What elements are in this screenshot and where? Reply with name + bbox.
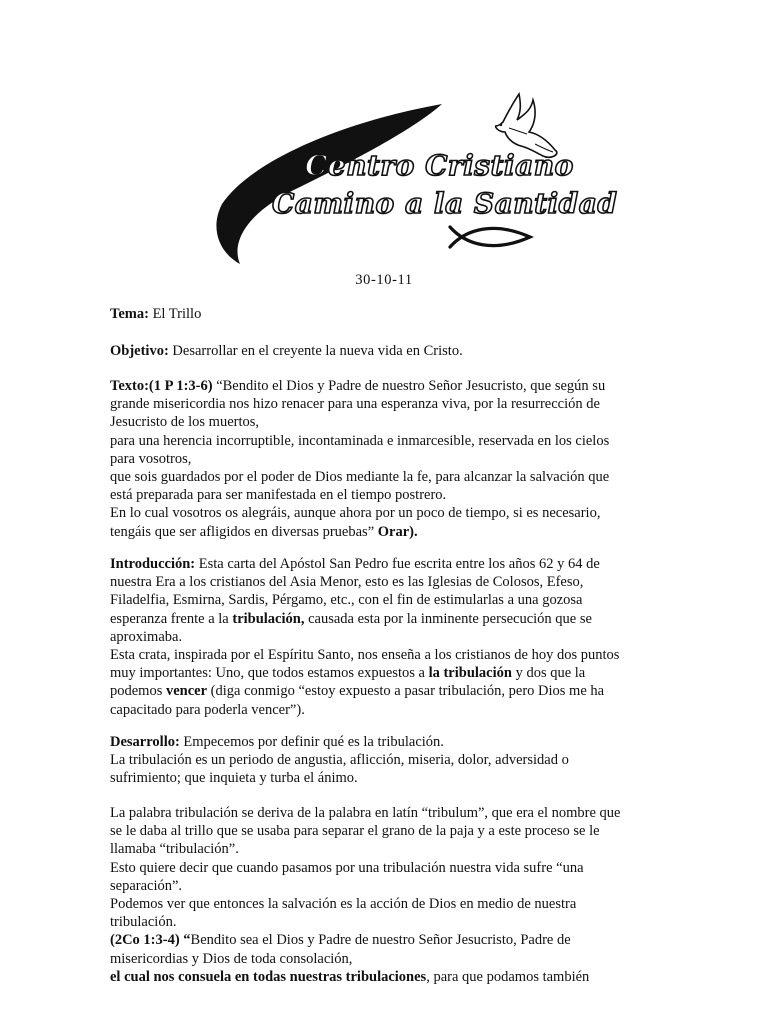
texto-line: grande misericordia nos hizo renacer para una esperanza viva, por la resurrección de — [110, 396, 600, 413]
logo-title-line-2: Camino a la Santidad — [272, 187, 618, 220]
palabra-bold: el cual nos consuela en todas nuestras tribulaciones — [110, 968, 427, 985]
objetivo-value: Desarrollar en el creyente la nueva vida en Cristo. — [168, 343, 463, 359]
objetivo-label: Objetivo: — [110, 343, 169, 359]
document-date: 30-10-11 — [355, 272, 413, 288]
palabra-line: separación”. — [110, 877, 183, 894]
intro-line: muy importantes: Uno, que todos estamos expuestos a — [110, 665, 429, 682]
palabra-line: Bendito sea el Dios y Padre de nuestro Señor Jesucristo, Padre de — [190, 932, 571, 949]
texto-line: para una herencia incorruptible, incontaminada e inmarcesible, reservada en los cielos — [110, 432, 610, 449]
intro-line: podemos — [110, 683, 166, 700]
intro-line: aproximaba. — [110, 628, 183, 645]
texto-line: En lo cual vosotros os alegráis, aunque ahora por un poco de tiempo, si es necesario, — [110, 505, 601, 522]
texto-line: “Bendito el Dios y Padre de nuestro Señor Jesucristo, que según su — [212, 378, 606, 394]
desarrollo-label: Desarrollo: — [110, 734, 180, 750]
tribulacion-paragraph — [110, 804, 650, 986]
tema-value: El Trillo — [148, 306, 202, 322]
texto-line: para vosotros, — [110, 450, 192, 467]
intro-line: esperanza frente a la — [110, 610, 233, 627]
intro-line: y dos que la — [511, 665, 586, 682]
texto-paragraph — [110, 377, 650, 541]
introduccion-paragraph — [110, 555, 650, 719]
texto-line: tengáis que ser afligidos en diversas pruebas” — [110, 523, 375, 540]
desarrollo-paragraph — [110, 733, 650, 788]
scripture-reference: (2Co 1:3-4) “ — [110, 932, 191, 949]
palabra-line: tribulación. — [110, 914, 177, 931]
palabra-line: se le daba al trillo que se usaba para separar el grano de la paja y a este proceso se le — [110, 823, 600, 840]
palabra-line: , para que podamos también — [426, 968, 590, 985]
tema-paragraph — [110, 305, 650, 323]
introduccion-label: Introducción: — [110, 556, 196, 572]
tema-label: Tema: — [110, 306, 149, 322]
texto-label: Texto:(1 P 1:3-6) — [110, 378, 213, 394]
texto-line: está preparada para ser manifestada en el tiempo postrero. — [110, 487, 447, 504]
intro-bold: tribulación, — [232, 610, 305, 627]
palabra-line: misericordias y Dios de toda consolación, — [110, 950, 353, 967]
intro-line: (diga conmigo “estoy expuesto a pasar tribulación, pero Dios me ha — [207, 683, 605, 700]
desarrollo-line: La tribulación es un periodo de angustia, aflicción, miseria, dolor, adversidad o — [110, 752, 569, 769]
intro-line: capacitado para poderla vencer”). — [110, 701, 305, 718]
intro-line: Esta carta del Apóstol San Pedro fue escrita entre los años 62 y 64 de — [195, 556, 600, 572]
intro-bold: la tribulación — [428, 665, 512, 682]
intro-line: nuestra Era a los cristianos del Asia Menor, esto es las Iglesias de Colosos, Efeso, — [110, 574, 584, 591]
logo-title-line-1: Centro Cristiano — [305, 149, 574, 182]
intro-bold: vencer — [165, 683, 208, 700]
palabra-line: Esto quiere decir que cuando pasamos por una tribulación nuestra vida sufre “una — [110, 859, 584, 876]
desarrollo-line: sufrimiento; que inquieta y turba el ánimo. — [110, 770, 358, 787]
ichthys-fish-icon — [446, 219, 536, 255]
objetivo-paragraph — [110, 342, 650, 360]
intro-line: causada esta por la inminente persecución que se — [304, 610, 592, 627]
texto-line: que sois guardados por el poder de Dios mediante la fe, para alcanzar la salvación que — [110, 469, 610, 486]
intro-line: Filadelfia, Esmirna, Sardis, Pérgamo, etc., con el fin de estimularlas a una gozosa — [110, 592, 583, 609]
desarrollo-line: Empecemos por definir qué es la tribulación. — [179, 734, 444, 750]
palabra-line: llamaba “tribulación”. — [110, 841, 239, 858]
orar-label: Orar). — [374, 523, 418, 540]
intro-line: Esta crata, inspirada por el Espíritu Santo, nos enseña a los cristianos de hoy dos puntos — [110, 647, 620, 664]
texto-line: Jesucristo de los muertos, — [110, 414, 260, 431]
palabra-line: La palabra tribulación se deriva de la palabra en latín “tribulum”, que era el nombre que — [110, 805, 621, 821]
church-logo — [210, 92, 618, 267]
palabra-line: Podemos ver que entonces la salvación es la acción de Dios en medio de nuestra — [110, 896, 577, 913]
